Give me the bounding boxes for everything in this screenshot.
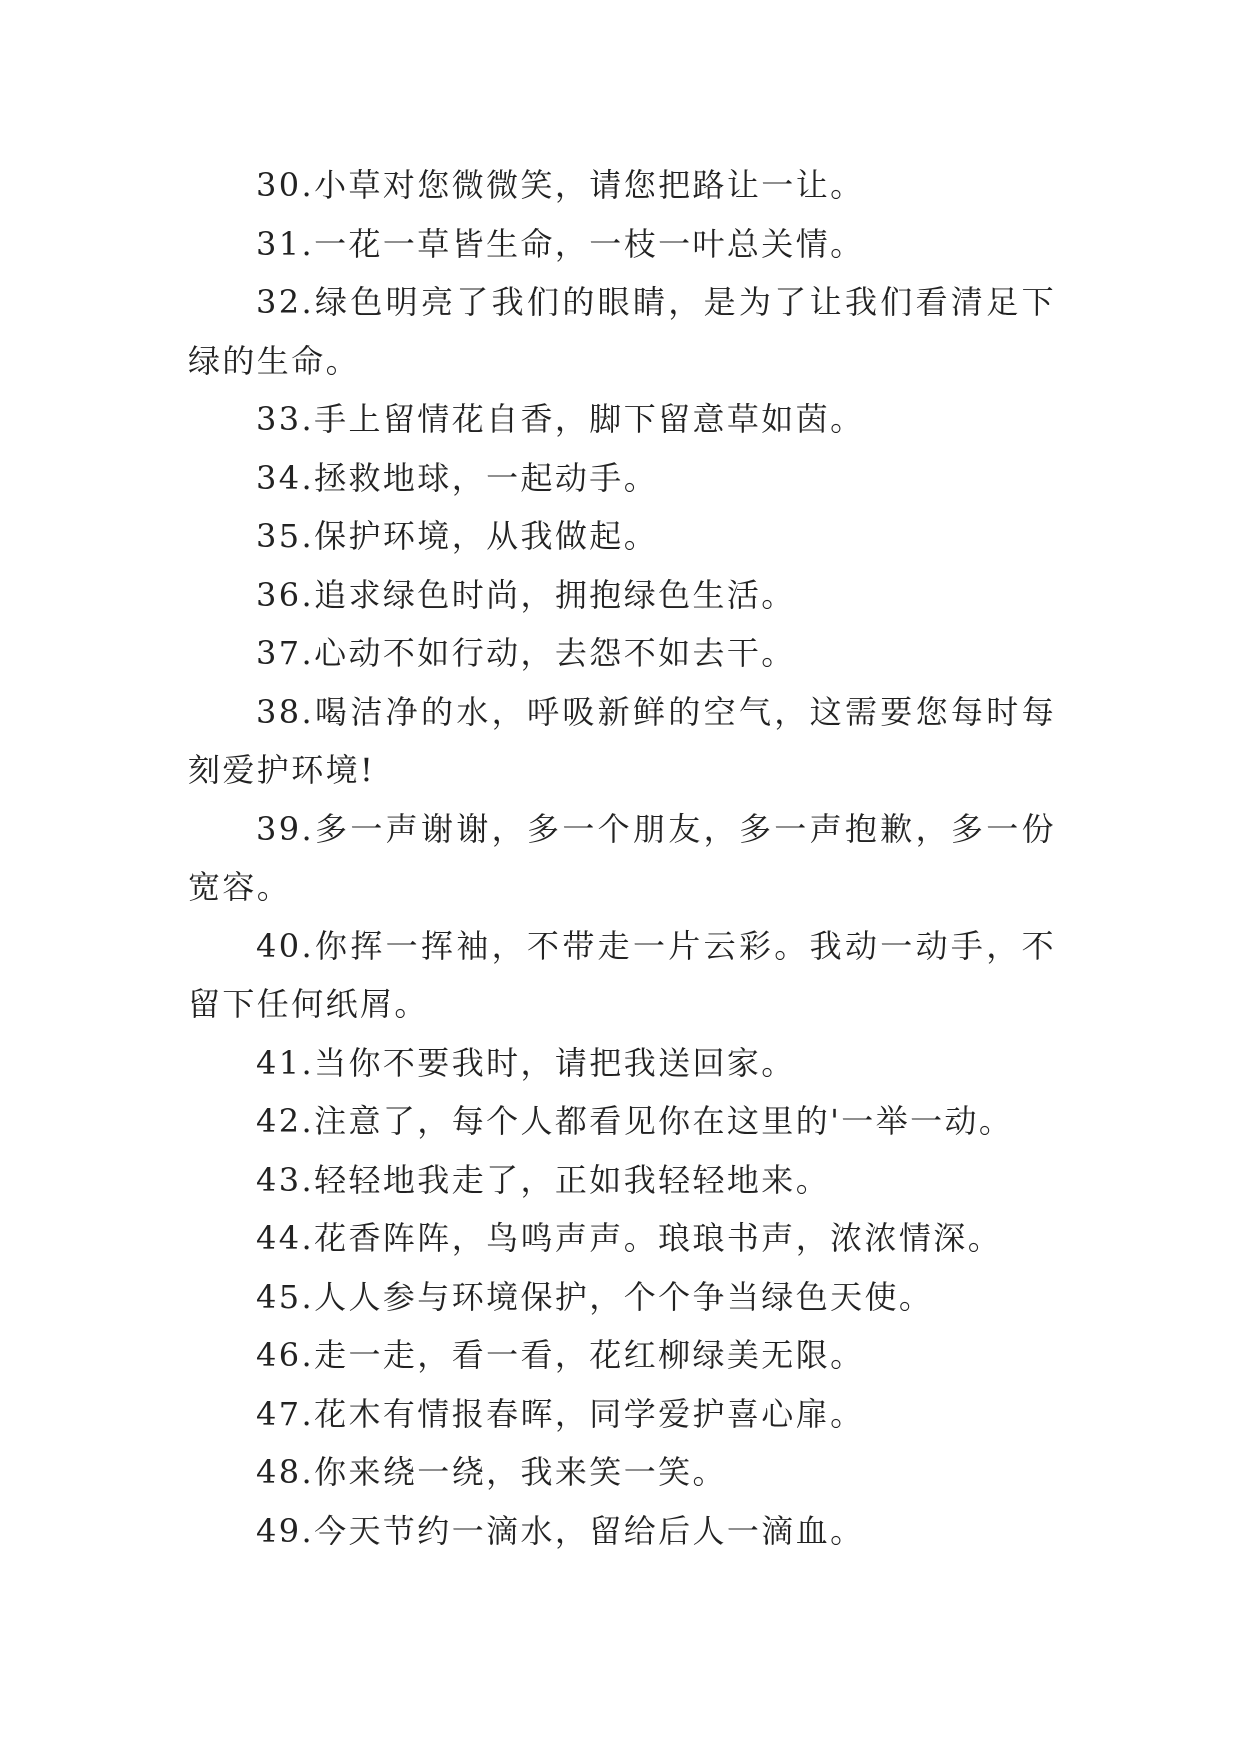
list-item: 41.当你不要我时，请把我送回家。 <box>256 1043 796 1082</box>
list-item: 47.花木有情报春晖，同学爱护喜心扉。 <box>256 1394 865 1433</box>
list-item: 40.你挥一挥袖，不带走一片云彩。我动一动手，不留下任何纸屑。 <box>188 926 1056 1023</box>
list-item: 45.人人参与环境保护，个个争当绿色天使。 <box>256 1277 934 1316</box>
list-item: 37.心动不如行动，去怨不如去干。 <box>256 634 796 672</box>
document-body <box>188 156 1056 1560</box>
list-item: 34.拯救地球，一起动手。 <box>256 458 659 497</box>
list-item: 33.手上留情花自香，脚下留意草如茵。 <box>256 400 865 438</box>
list-item: 38.喝洁净的水，呼吸新鲜的空气，这需要您每时每刻爱护环境! <box>188 692 1056 789</box>
list-item: 39.多一声谢谢，多一个朋友，多一声抱歉，多一份宽容。 <box>188 809 1056 906</box>
list-item: 42.注意了，每个人都看见你在这里的'一举一动。 <box>256 1102 1014 1140</box>
list-item: 31.一花一草皆生命，一枝一叶总关情。 <box>256 224 865 263</box>
list-item: 30.小草对您微微笑，请您把路让一让。 <box>256 166 865 204</box>
list-item: 48.你来绕一绕，我来笑一笑。 <box>256 1453 727 1491</box>
list-item: 49.今天节约一滴水，留给后人一滴血。 <box>256 1511 865 1550</box>
list-item: 44.花香阵阵，鸟鸣声声。琅琅书声，浓浓情深。 <box>256 1219 1003 1257</box>
list-item: 43.轻轻地我走了，正如我轻轻地来。 <box>256 1160 831 1199</box>
list-item: 36.追求绿色时尚，拥抱绿色生活。 <box>256 575 796 614</box>
list-item: 32.绿色明亮了我们的眼睛，是为了让我们看清足下绿的生命。 <box>188 283 1056 380</box>
list-item: 46.走一走，看一看，花红柳绿美无限。 <box>256 1336 865 1374</box>
list-item: 35.保护环境，从我做起。 <box>256 517 659 555</box>
